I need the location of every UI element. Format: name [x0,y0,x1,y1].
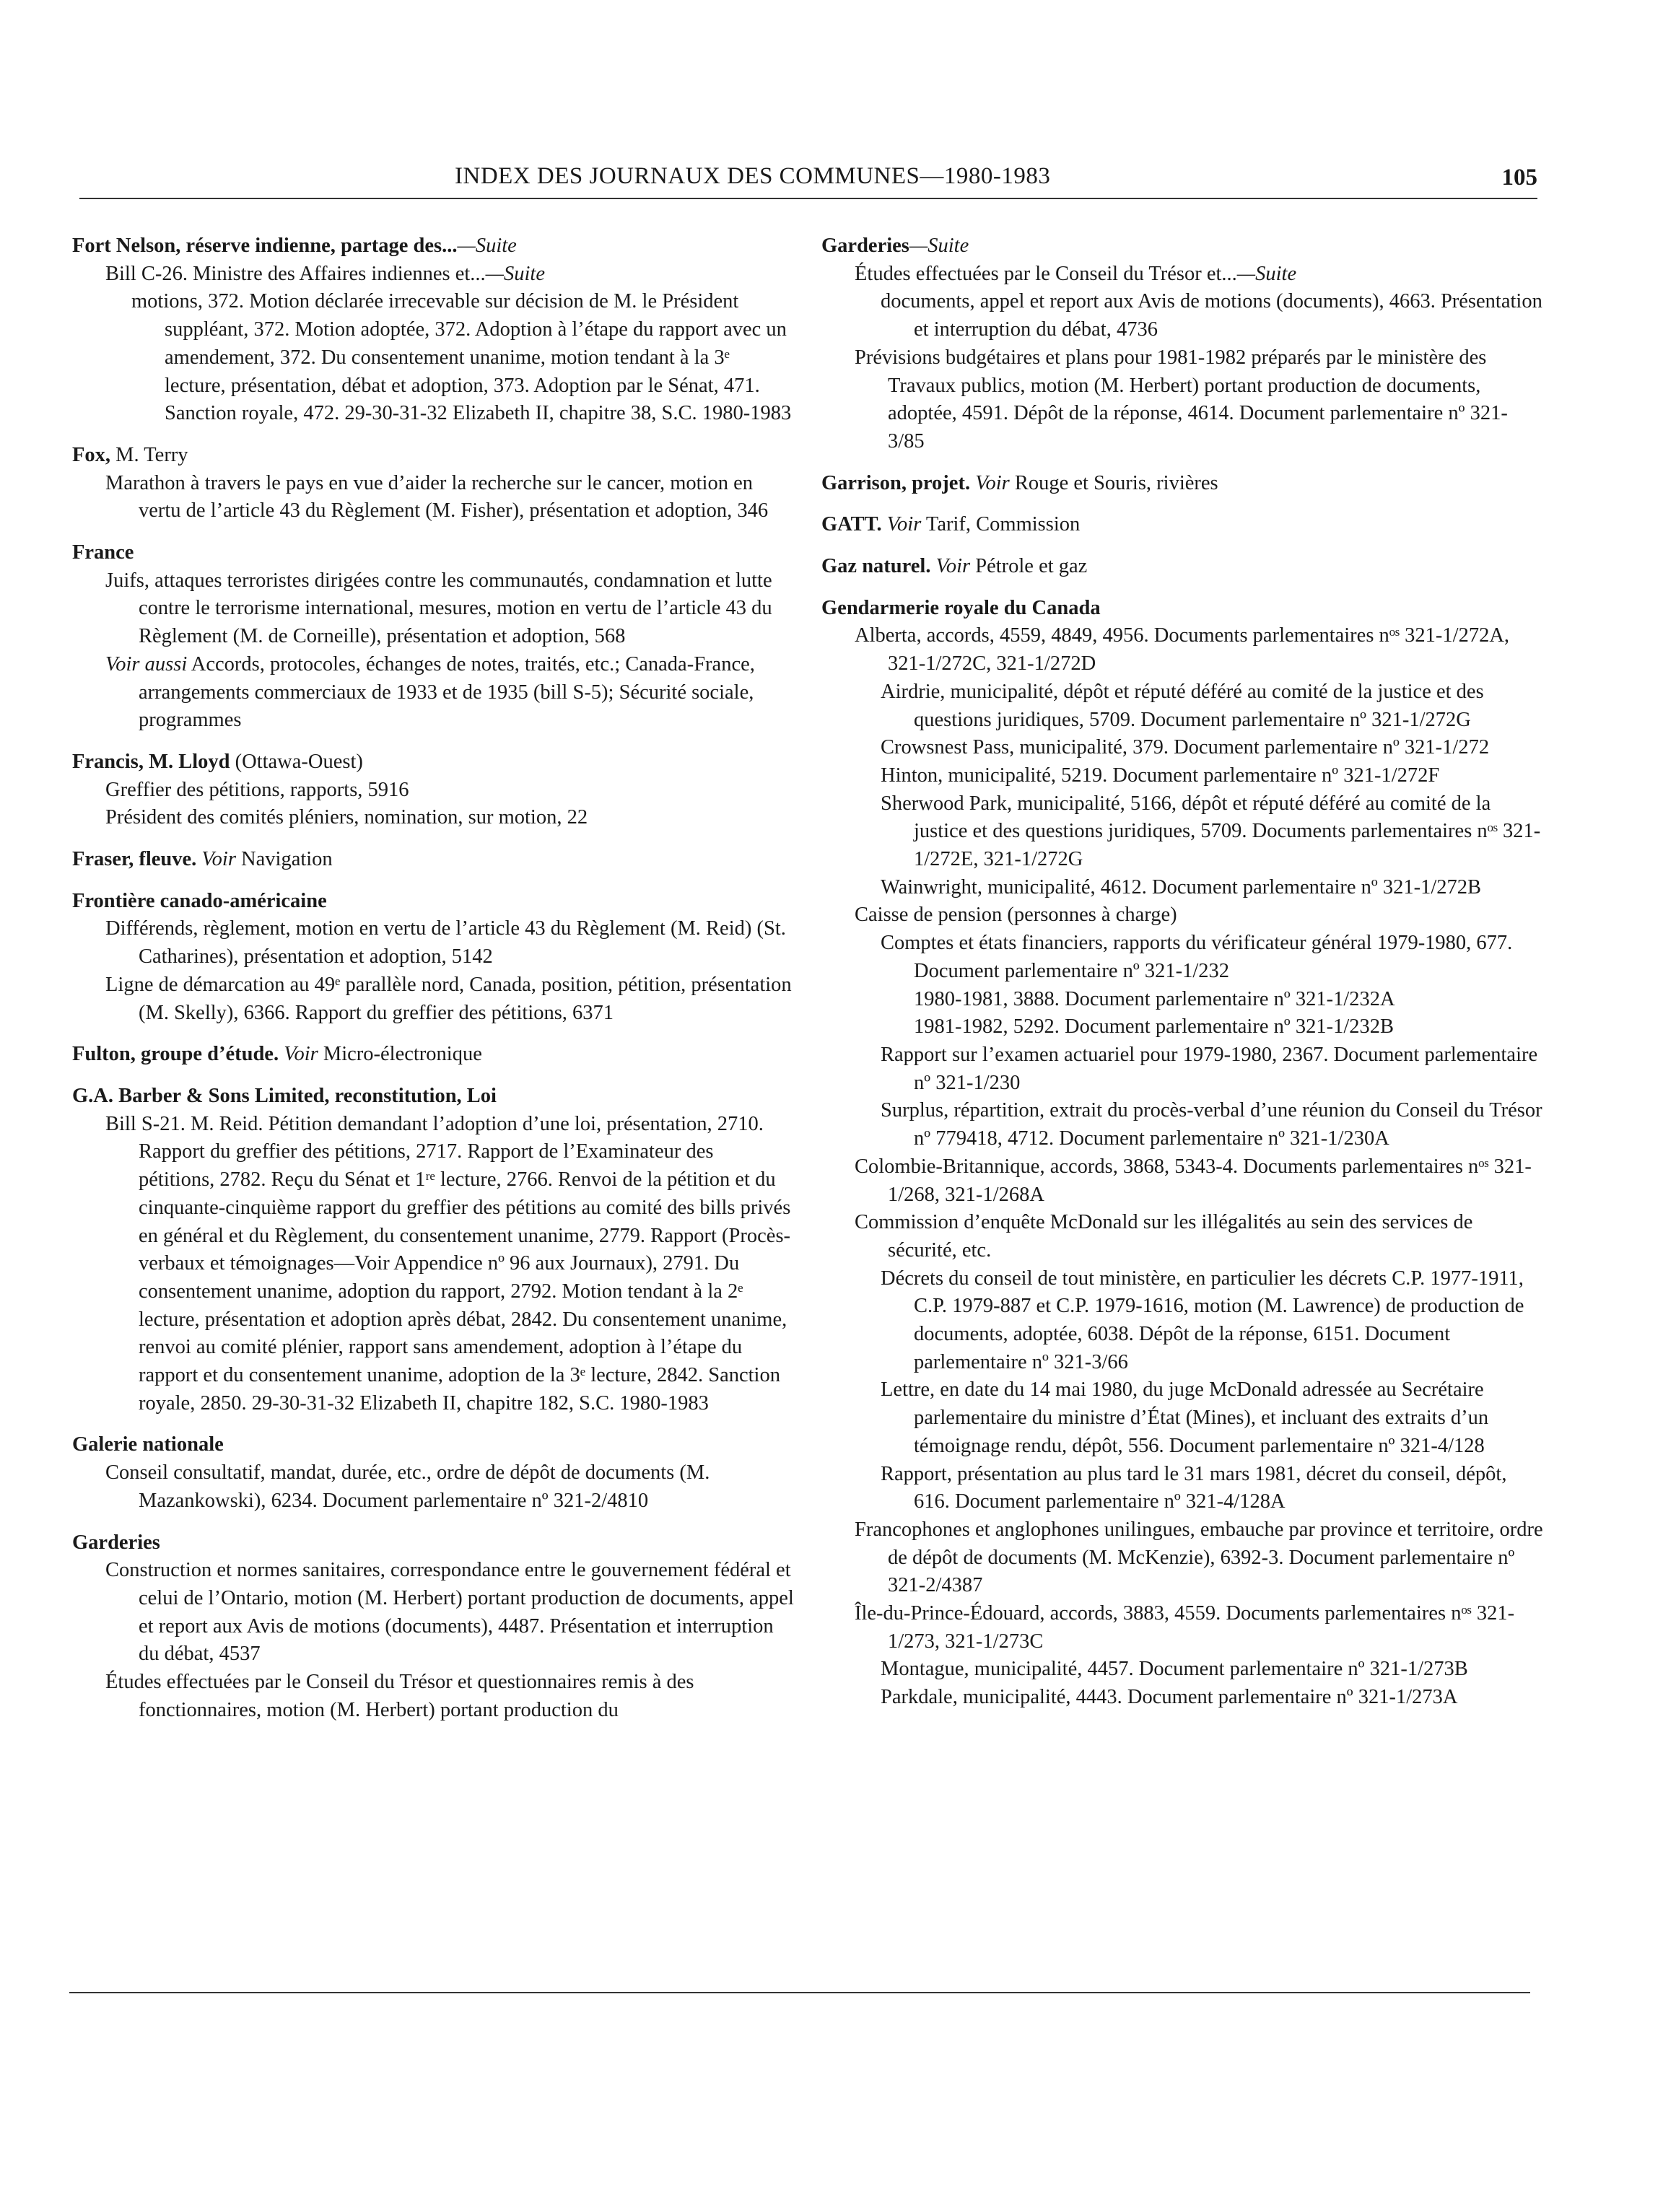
subentry [72,1669,794,1724]
footer-rule [69,1992,1530,1993]
see-reference-label: Voir [279,1043,318,1066]
subentry-text: Colombie-Britannique, accords, 3868, 5343-4. Documents parlementaires nᵒˢ 321-1/268, 321-1/268A [855,1155,1532,1206]
subentry [821,790,1543,874]
entry-heading-text: Galerie nationale [72,1433,224,1456]
page-header [79,160,1537,199]
left-column [72,232,794,1738]
entry-heading-text: GATT. [821,513,882,536]
entry-heading [72,846,794,874]
entry-heading [821,232,1543,261]
entry-heading-text: Frontière canado-américaine [72,889,327,912]
subentry [821,1209,1543,1264]
subentry-text: Études effectuées par le Conseil du Trésor et... [855,262,1237,285]
subentry [72,288,794,428]
index-entry [72,1431,794,1515]
index-entry [72,1041,794,1069]
entry-heading-text: Garderies [821,235,909,257]
continued-marker: —Suite [457,235,517,257]
entry-heading-rest: Navigation [235,848,333,871]
subentry-text: Comptes et états financiers, rapports du vérificateur général 1979-1980, 677. Document parlementaire nº 321-1/232 [881,932,1513,982]
subentry [72,804,794,832]
subentry-text: Caisse de pension (personnes à charge) [855,904,1177,927]
subentry [72,971,794,1027]
index-entry [72,1529,794,1725]
subentry [821,288,1543,344]
entry-heading-rest: Tarif, Commission [921,513,1081,536]
subentry [821,1684,1543,1712]
subentry-text: Airdrie, municipalité, dépôt et réputé déféré au comité de la justice et des questions juridiques, 5709. Document parlementaire nº 321-1/272G [881,680,1484,731]
entry-heading [72,1529,794,1557]
index-entry [72,888,794,1028]
index-entry [72,846,794,874]
subentry [72,651,794,735]
see-also-label: Voir aussi [105,652,188,676]
subentry [72,1111,794,1418]
subentry [821,1656,1543,1684]
subentry [72,261,794,289]
entry-heading-text: Fox, [72,443,111,466]
continued-marker: —Suite [485,262,545,285]
subentry-text: motions, 372. Motion déclarée irrecevable sur décision de M. le Président suppléant, 372. Motion adoptée, 372. Adoption à l’étape du rapport avec un amendement, 372. Du consentement unanime, motion tendant à la 3ᵉ lecture, présentation, débat et adoption, 373. Adoption par le Sénat, 471. Sanction royale, 472. 29-30-31-32 Elizabeth II, chapitre 38, S.C. 1980-1983 [131,290,792,425]
entry-heading [821,553,1543,581]
entry-heading [72,442,794,470]
page-number: 105 [1501,165,1537,191]
entry-heading-rest: M. Terry [110,443,188,466]
subentry-text: Wainwright, municipalité, 4612. Document parlementaire nº 321-1/272B [881,875,1482,899]
subentry-text: Lettre, en date du 14 mai 1980, du juge McDonald adressée au Secrétaire parlementaire du ministre d’État (Mines), et incluant des extraits d’un témoignage rendu, dépôt, 556. Document parlementaire nº 321-4/128 [881,1378,1489,1457]
index-entry [821,553,1543,581]
entry-heading-text: Gaz naturel. [821,555,931,578]
subentry [821,1097,1543,1153]
subentry [72,1459,794,1515]
subentry [72,1557,794,1669]
subentry-text: Marathon à travers le pays en vue d’aider la recherche sur le cancer, motion en vertu de l’article 43 du Règlement (M. Fisher), présentation et adoption, 346 [105,471,769,523]
subentry [821,1153,1543,1209]
subentry-text: Sherwood Park, municipalité, 5166, dépôt et réputé déféré au comité de la justice et des questions juridiques, 5709. Documents parlementaires nᵒˢ 321-1/272E, 321-1/272G [881,792,1541,871]
right-column [821,232,1543,1726]
subentry-text: Rapport, présentation au plus tard le 31 mars 1981, décret du conseil, dépôt, 616. Document parlementaire nº 321-4/128A [881,1462,1507,1513]
continued-marker: —Suite [909,235,969,257]
subentry-text: Décrets du conseil de tout ministère, en particulier les décrets C.P. 1977-1911, C.P. 1979-887 et C.P. 1979-1616, motion (M. Lawrence) de production de documents, adoptée, 6038. Dépôt de la réponse, 6151. Document parlementaire nº 321-3/66 [881,1267,1524,1373]
entry-heading-text: Fort Nelson, réserve indienne, partage des... [72,235,458,257]
entry-heading [72,1041,794,1069]
subentry [821,1376,1543,1460]
entry-heading-text: Garderies [72,1531,160,1554]
subentry [821,986,1543,1014]
subentry [821,344,1543,456]
subentry [821,1013,1543,1041]
subentry-text: Juifs, attaques terroristes dirigées contre les communautés, condamnation et lutte contre le terrorisme international, mesures, motion en vertu de l’article 43 du Règlement (M. de Corneille), présentation et adoption, 568 [105,569,772,648]
entry-heading-rest: Pétrole et gaz [970,555,1088,578]
subentry-text: Parkdale, municipalité, 4443. Document parlementaire nº 321-1/273A [881,1686,1458,1709]
subentry-text: 1980-1981, 3888. Document parlementaire nº 321-1/232A [914,987,1395,1010]
subentry [821,622,1543,678]
index-entry [72,539,794,735]
index-entry [821,232,1543,456]
subentry-text: Président des comités pléniers, nomination, sur motion, 22 [105,806,588,829]
entry-heading-text: Gendarmerie royale du Canada [821,596,1101,619]
subentry [821,678,1543,734]
index-entry [72,748,794,832]
entry-heading [72,1083,794,1111]
entry-heading [72,232,794,261]
subentry-text: Construction et normes sanitaires, correspondance entre le gouvernement fédéral et celui de l’Ontario, motion (M. Herbert) portant production de documents, appel et report aux Avis de motions (documents), 4487. Présentation et interruption du débat, 4537 [105,1559,794,1666]
see-reference-label: Voir [196,848,236,871]
subentry-text: Différends, règlement, motion en vertu de l’article 43 du Règlement (M. Reid) (St. Catharines), présentation et adoption, 5142 [105,917,786,969]
entry-heading-text: Garrison, projet. [821,471,971,494]
subentry-text: Hinton, municipalité, 5219. Document parlementaire nº 321-1/272F [881,764,1440,787]
subentry-text: Prévisions budgétaires et plans pour 1981-1982 préparés par le ministère des Travaux publics, motion (M. Herbert) portant production de documents, adoptée, 4591. Dépôt de la réponse, 4614. Document parlementaire nº 321-3/85 [855,346,1508,453]
subentry-text: Francophones et anglophones unilingues, embauche par province et territoire, ordre de dépôt de documents (M. McKenzie), 6392-3. Document parlementaire nº 321-2/4387 [855,1518,1543,1597]
entry-heading [72,1431,794,1459]
entry-heading-rest: (Ottawa-Ouest) [230,750,363,773]
entry-heading-rest: Micro-électronique [318,1043,482,1066]
index-entry [821,511,1543,539]
subentry-text: documents, appel et report aux Avis de motions (documents), 4663. Présentation et interruption du débat, 4736 [881,290,1542,341]
index-entry [72,1083,794,1417]
subentry [821,1041,1543,1097]
subentry [821,1600,1543,1656]
index-entry [821,595,1543,1712]
subentry [821,901,1543,930]
subentry [821,1265,1543,1377]
subentry [821,1516,1543,1600]
subentry-text: Rapport sur l’examen actuariel pour 1979-1980, 2367. Document parlementaire nº 321-1/230 [881,1043,1538,1094]
subentry-text: Ligne de démarcation au 49ᵉ parallèle nord, Canada, position, pétition, présentation (M. Skelly), 6366. Rapport du greffier des pétitions, 6371 [105,973,792,1024]
subentry [821,734,1543,762]
subentry [72,470,794,525]
entry-heading-text: Fulton, groupe d’étude. [72,1043,279,1066]
subentry-text: Accords, protocoles, échanges de notes, traités, etc.; Canada-France, arrangements commerciaux de 1933 et de 1935 (bill S-5); Sécurité sociale, programmes [139,652,755,732]
entry-heading-text: Fraser, fleuve. [72,848,197,871]
subentry [821,930,1543,985]
subentry [821,261,1543,289]
subentry-text: Greffier des pétitions, rapports, 5916 [105,778,409,801]
see-reference-label: Voir [881,513,922,536]
subentry-text: 1981-1982, 5292. Document parlementaire nº 321-1/232B [914,1015,1394,1039]
subentry [72,915,794,971]
subentry-text: Études effectuées par le Conseil du Trésor et questionnaires remis à des fonctionnaires, motion (M. Herbert) portant production du [105,1671,694,1721]
subentry-text: Alberta, accords, 4559, 4849, 4956. Documents parlementaires nᵒˢ 321-1/272A, 321-1/272C, 321-1/272D [855,624,1510,676]
subentry [821,874,1543,902]
subentry [72,567,794,651]
index-entry [72,232,794,428]
entry-heading-rest: Rouge et Souris, rivières [1009,471,1218,494]
entry-heading-text: G.A. Barber & Sons Limited, reconstitution, Loi [72,1084,497,1107]
subentry-text: Bill C-26. Ministre des Affaires indiennes et... [105,262,486,285]
continued-marker: —Suite [1236,262,1297,285]
subentry-text: Commission d’enquête McDonald sur les illégalités au sein des services de sécurité, etc. [855,1211,1473,1262]
entry-heading [821,511,1543,539]
subentry-text: Surplus, répartition, extrait du procès-verbal d’une réunion du Conseil du Trésor nº 779418, 4712. Document parlementaire nº 321-1/230A [881,1099,1542,1150]
subentry [821,1461,1543,1516]
entry-heading [72,748,794,777]
index-entry [821,470,1543,498]
subentry [72,777,794,805]
entry-heading [821,595,1543,623]
entry-heading [72,888,794,916]
subentry-text: Conseil consultatif, mandat, durée, etc., ordre de dépôt de documents (M. Mazankowski), 6234. Document parlementaire nº 321-2/4810 [105,1461,710,1512]
index-entry [72,442,794,525]
subentry-text: Crowsnest Pass, municipalité, 379. Document parlementaire nº 321-1/272 [881,736,1490,759]
subentry [821,762,1543,790]
entry-heading-text: Francis, M. Lloyd [72,750,230,773]
see-reference-label: Voir [930,555,971,578]
entry-heading [821,470,1543,498]
subentry-text: Bill S-21. M. Reid. Pétition demandant l’adoption d’une loi, présentation, 2710. Rapport du greffier des pétitions, 2717. Rapport de l’Examinateur des pétitions, 2782. Reçu du Sénat et 1ʳᵉ lecture, 2766. Renvoi de la pétition et du cinquante-cinquième rapport du greffier des pétitions au comité des bills privés en général et du Règlement, du consentement unanime, 2779. Rapport (Procès-verbaux et témoignages—Voir Appendice nº 96 aux Journaux), 2791. Du consentement unanime, adoption du rapport, 2792. Motion tendant à la 2ᵉ lecture, présentation et adoption après débat, 2842. Du consentement unanime, renvoi au comité plénier, rapport sans amendement, adoption à l’étape du rapport et du consentement unanime, adoption de la 3ᵉ lecture, 2842. Sanction royale, 2850. 29-30-31-32 Elizabeth II, chapitre 182, S.C. 1980-1983 [105,1112,791,1415]
subentry-text: Île-du-Prince-Édouard, accords, 3883, 4559. Documents parlementaires nᵒˢ 321-1/273, 321-1/273C [855,1602,1515,1653]
entry-heading-text: France [72,541,134,564]
entry-heading [72,539,794,567]
see-reference-label: Voir [970,471,1010,494]
subentry-text: Montague, municipalité, 4457. Document parlementaire nº 321-1/273B [881,1658,1468,1681]
page-title: INDEX DES JOURNAUX DES COMMUNES—1980-1983 [455,163,1051,189]
